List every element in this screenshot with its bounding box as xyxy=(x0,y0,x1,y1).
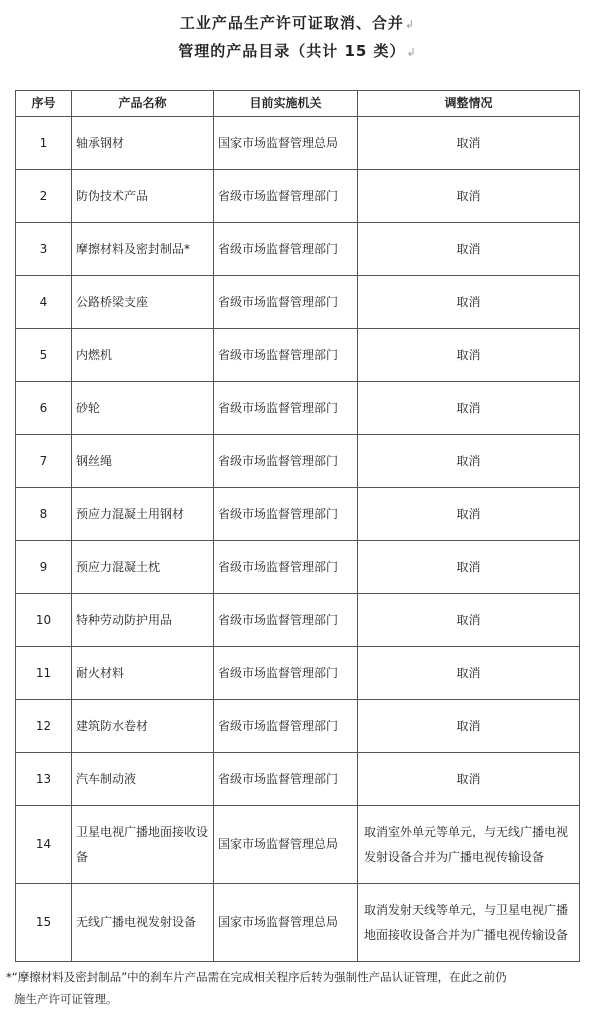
table-row xyxy=(16,117,580,170)
cell-authority: 省级市场监督管理部门 xyxy=(214,329,358,382)
cell-number: 13 xyxy=(16,753,72,806)
table-row xyxy=(16,488,580,541)
page-title-line1 xyxy=(0,12,595,33)
cell-number: 6 xyxy=(16,382,72,435)
cell-authority: 国家市场监督管理总局 xyxy=(214,806,358,884)
cell-authority: 省级市场监督管理部门 xyxy=(214,541,358,594)
cell-number: 4 xyxy=(16,276,72,329)
table-row xyxy=(16,170,580,223)
cell-authority: 省级市场监督管理部门 xyxy=(214,382,358,435)
paragraph-mark-icon: ↲ xyxy=(406,46,417,59)
cell-adjustment: 取消 xyxy=(358,170,580,223)
cell-adjustment: 取消室外单元等单元，与无线广播电视发射设备合并为广播电视传输设备 xyxy=(358,806,580,884)
cell-authority: 省级市场监督管理部门 xyxy=(214,700,358,753)
cell-authority: 省级市场监督管理部门 xyxy=(214,647,358,700)
cell-number: 10 xyxy=(16,594,72,647)
cell-product-name: 公路桥梁支座 xyxy=(72,276,214,329)
cell-number: 2 xyxy=(16,170,72,223)
table-row xyxy=(16,594,580,647)
cell-authority: 省级市场监督管理部门 xyxy=(214,276,358,329)
cell-number: 7 xyxy=(16,435,72,488)
cell-number: 8 xyxy=(16,488,72,541)
cell-authority: 省级市场监督管理部门 xyxy=(214,435,358,488)
cell-number: 14 xyxy=(16,806,72,884)
cell-product-name: 建筑防水卷材 xyxy=(72,700,214,753)
cell-product-name: 预应力混凝土枕 xyxy=(72,541,214,594)
cell-authority: 省级市场监督管理部门 xyxy=(214,753,358,806)
table-row xyxy=(16,382,580,435)
cell-adjustment: 取消 xyxy=(358,647,580,700)
cell-adjustment: 取消 xyxy=(358,223,580,276)
cell-adjustment: 取消 xyxy=(358,329,580,382)
table-row xyxy=(16,884,580,962)
cell-authority: 省级市场监督管理部门 xyxy=(214,223,358,276)
footnote-line2: 施生产许可证管理。 xyxy=(14,992,118,1006)
cell-authority: 省级市场监督管理部门 xyxy=(214,594,358,647)
cell-number: 1 xyxy=(16,117,72,170)
cell-product-name: 摩擦材料及密封制品* xyxy=(72,223,214,276)
table-row xyxy=(16,806,580,884)
cell-number: 5 xyxy=(16,329,72,382)
table-row xyxy=(16,223,580,276)
cell-adjustment: 取消 xyxy=(358,541,580,594)
cell-product-name: 轴承钢材 xyxy=(72,117,214,170)
table-row xyxy=(16,700,580,753)
cell-authority: 省级市场监督管理部门 xyxy=(214,170,358,223)
cell-number: 15 xyxy=(16,884,72,962)
table-row xyxy=(16,435,580,488)
cell-authority: 省级市场监督管理部门 xyxy=(214,488,358,541)
page-title-line2 xyxy=(0,40,595,61)
table-body xyxy=(16,117,580,962)
header-authority: 目前实施机关 xyxy=(214,91,358,117)
cell-number: 9 xyxy=(16,541,72,594)
cell-adjustment: 取消 xyxy=(358,594,580,647)
cell-adjustment: 取消 xyxy=(358,117,580,170)
cell-adjustment: 取消 xyxy=(358,435,580,488)
cell-adjustment: 取消 xyxy=(358,700,580,753)
cell-product-name: 防伪技术产品 xyxy=(72,170,214,223)
cell-product-name: 砂轮 xyxy=(72,382,214,435)
cell-product-name: 无线广播电视发射设备 xyxy=(72,884,214,962)
cell-product-name: 卫星电视广播地面接收设备 xyxy=(72,806,214,884)
cell-adjustment: 取消 xyxy=(358,488,580,541)
table-row xyxy=(16,753,580,806)
cell-number: 3 xyxy=(16,223,72,276)
header-adjustment: 调整情况 xyxy=(358,91,580,117)
cell-product-name: 耐火材料 xyxy=(72,647,214,700)
cell-adjustment: 取消 xyxy=(358,276,580,329)
cell-number: 11 xyxy=(16,647,72,700)
cell-product-name: 特种劳动防护用品 xyxy=(72,594,214,647)
table-row xyxy=(16,541,580,594)
cell-authority: 国家市场监督管理总局 xyxy=(214,884,358,962)
table-row xyxy=(16,276,580,329)
table-row xyxy=(16,329,580,382)
title-text-line1: 工业产品生产许可证取消、合并 xyxy=(179,14,404,32)
cell-number: 12 xyxy=(16,700,72,753)
table-row xyxy=(16,647,580,700)
cell-product-name: 钢丝绳 xyxy=(72,435,214,488)
cell-authority: 国家市场监督管理总局 xyxy=(214,117,358,170)
table-header xyxy=(16,91,580,117)
cell-product-name: 汽车制动液 xyxy=(72,753,214,806)
product-catalog-table xyxy=(15,90,580,962)
header-product-name: 产品名称 xyxy=(72,91,214,117)
cell-product-name: 预应力混凝土用钢材 xyxy=(72,488,214,541)
footnote-line1: *“摩擦材料及密封制品”中的刹车片产品需在完成相关程序后转为强制性产品认证管理，在此之前仍 xyxy=(6,970,507,984)
cell-adjustment: 取消发射天线等单元，与卫星电视广播地面接收设备合并为广播电视传输设备 xyxy=(358,884,580,962)
cell-product-name: 内燃机 xyxy=(72,329,214,382)
header-number: 序号 xyxy=(16,91,72,117)
paragraph-mark-icon: ↲ xyxy=(404,18,416,31)
cell-adjustment: 取消 xyxy=(358,753,580,806)
cell-adjustment: 取消 xyxy=(358,382,580,435)
title-text-line2: 管理的产品目录（共计 15 类） xyxy=(178,42,406,60)
